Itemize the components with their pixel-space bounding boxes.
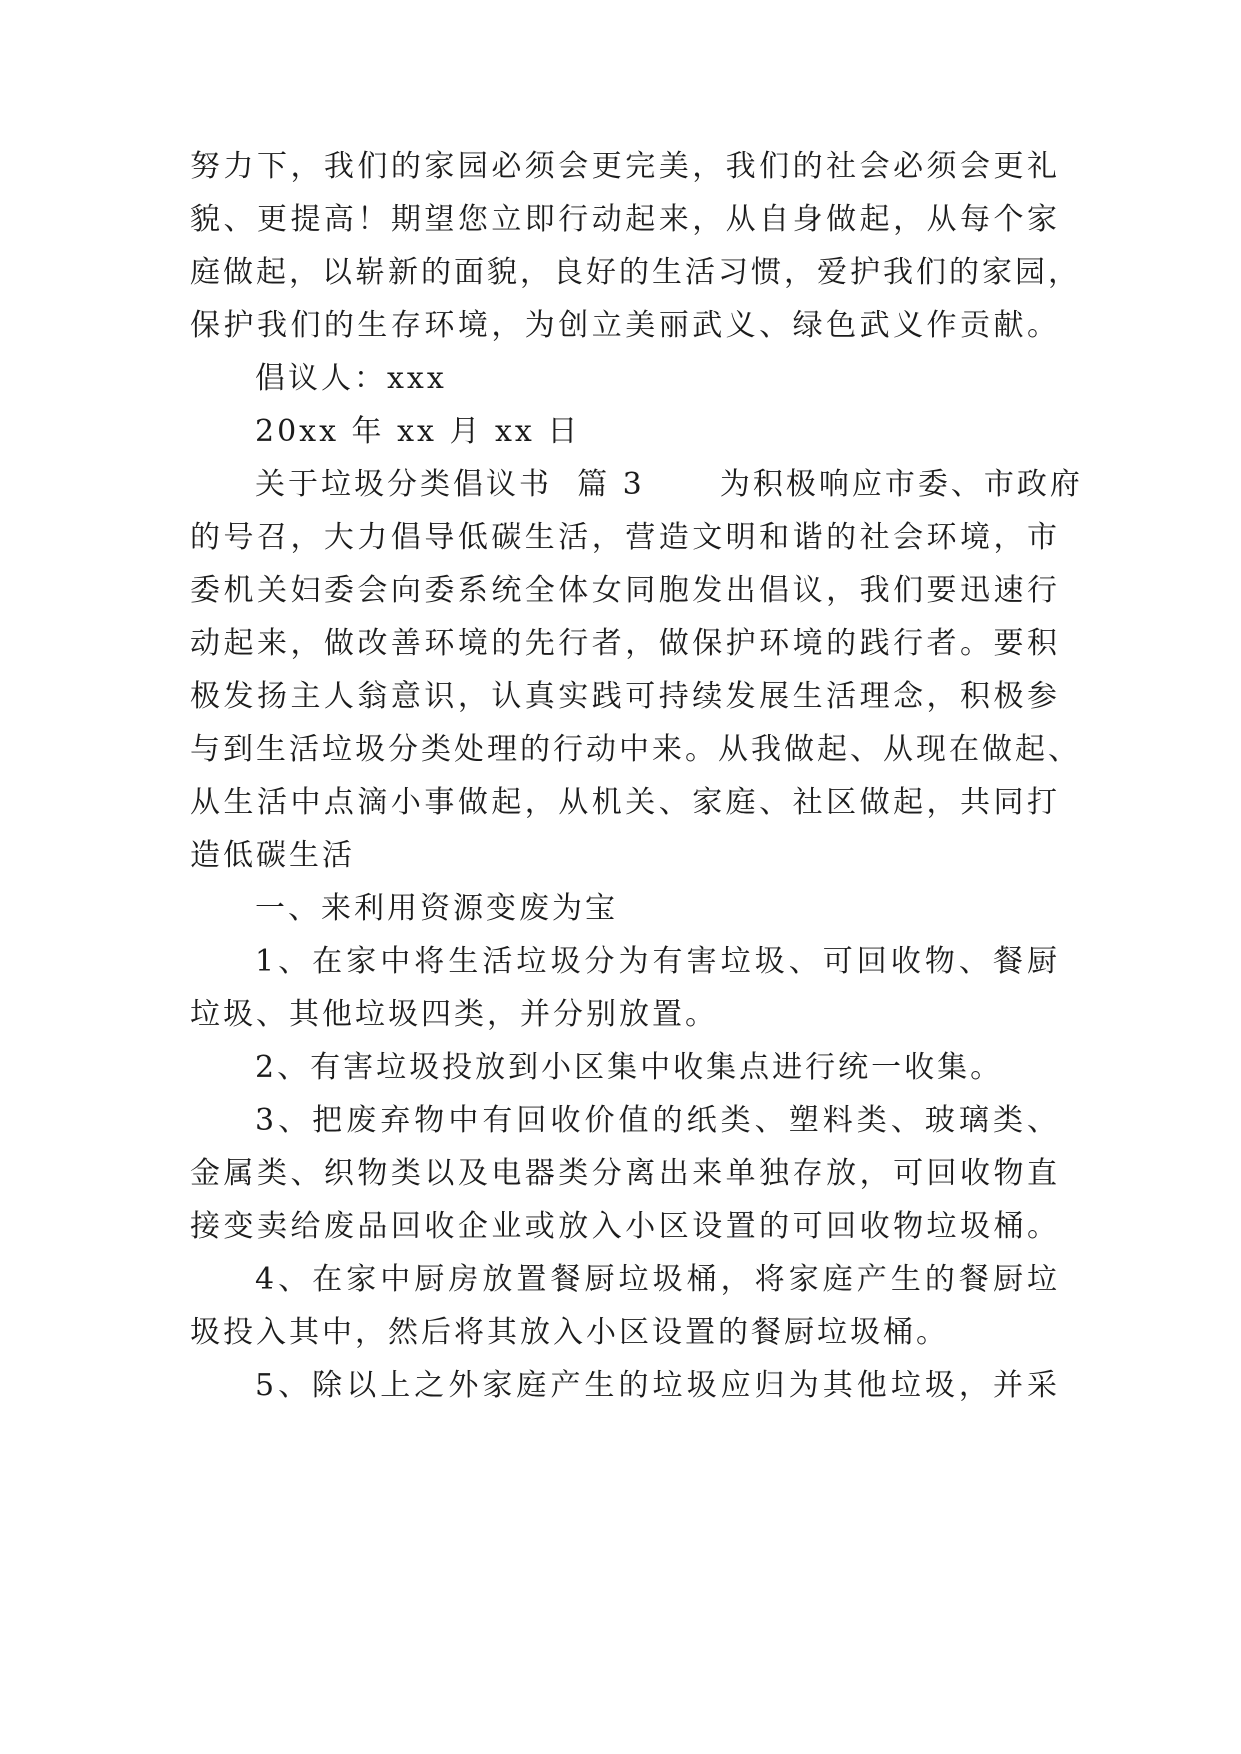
text-line: 与到生活垃圾分类处理的行动中来。从我做起、从现在做起、 — [190, 732, 1081, 767]
section-heading-line: 关于垃圾分类倡议书 篇 3 为积极响应市委、市政府 — [255, 467, 1083, 502]
list-item-line: 2、有害垃圾投放到小区集中收集点进行统一收集。 — [255, 1050, 1004, 1085]
date-line: 20xx 年 xx 月 xx 日 — [255, 414, 581, 449]
subheading-line: 一、来利用资源变废为宝 — [255, 891, 618, 926]
text-line: 从生活中点滴小事做起，从机关、家庭、社区做起，共同打 — [190, 785, 1060, 820]
list-item-line: 4、在家中厨房放置餐厨垃圾桶，将家庭产生的餐厨垃 — [255, 1262, 1060, 1297]
text-line: 努力下，我们的家园必须会更完美，我们的社会必须会更礼 — [190, 149, 1060, 184]
list-item-line: 3、把废弃物中有回收价值的纸类、塑料类、玻璃类、 — [255, 1103, 1060, 1138]
text-line: 动起来，做改善环境的先行者，做保护环境的践行者。要积 — [190, 626, 1060, 661]
text-line: 接变卖给废品回收企业或放入小区设置的可回收物垃圾桶。 — [190, 1209, 1060, 1244]
list-item-line: 1、在家中将生活垃圾分为有害垃圾、可回收物、餐厨 — [255, 944, 1060, 979]
text-line: 垃圾、其他垃圾四类，并分别放置。 — [190, 997, 718, 1032]
text-line: 造低碳生活 — [190, 838, 355, 873]
text-line: 貌、更提高！期望您立即行动起来，从自身做起，从每个家 — [190, 202, 1060, 237]
signatory-line: 倡议人：xxx — [255, 361, 447, 396]
text-line: 金属类、织物类以及电器类分离出来单独存放，可回收物直 — [190, 1156, 1060, 1191]
text-line: 极发扬主人翁意识，认真实践可持续发展生活理念，积极参 — [190, 679, 1060, 714]
text-line: 的号召，大力倡导低碳生活，营造文明和谐的社会环境，市 — [190, 520, 1060, 555]
text-line: 圾投入其中，然后将其放入小区设置的餐厨垃圾桶。 — [190, 1315, 949, 1350]
text-line: 庭做起，以崭新的面貌，良好的生活习惯，爱护我们的家园， — [190, 255, 1081, 290]
list-item-line: 5、除以上之外家庭产生的垃圾应归为其他垃圾，并采 — [255, 1368, 1060, 1403]
text-line: 委机关妇委会向委系统全体女同胞发出倡议，我们要迅速行 — [190, 573, 1060, 608]
text-line: 保护我们的生存环境，为创立美丽武义、绿色武义作贡献。 — [190, 308, 1060, 343]
